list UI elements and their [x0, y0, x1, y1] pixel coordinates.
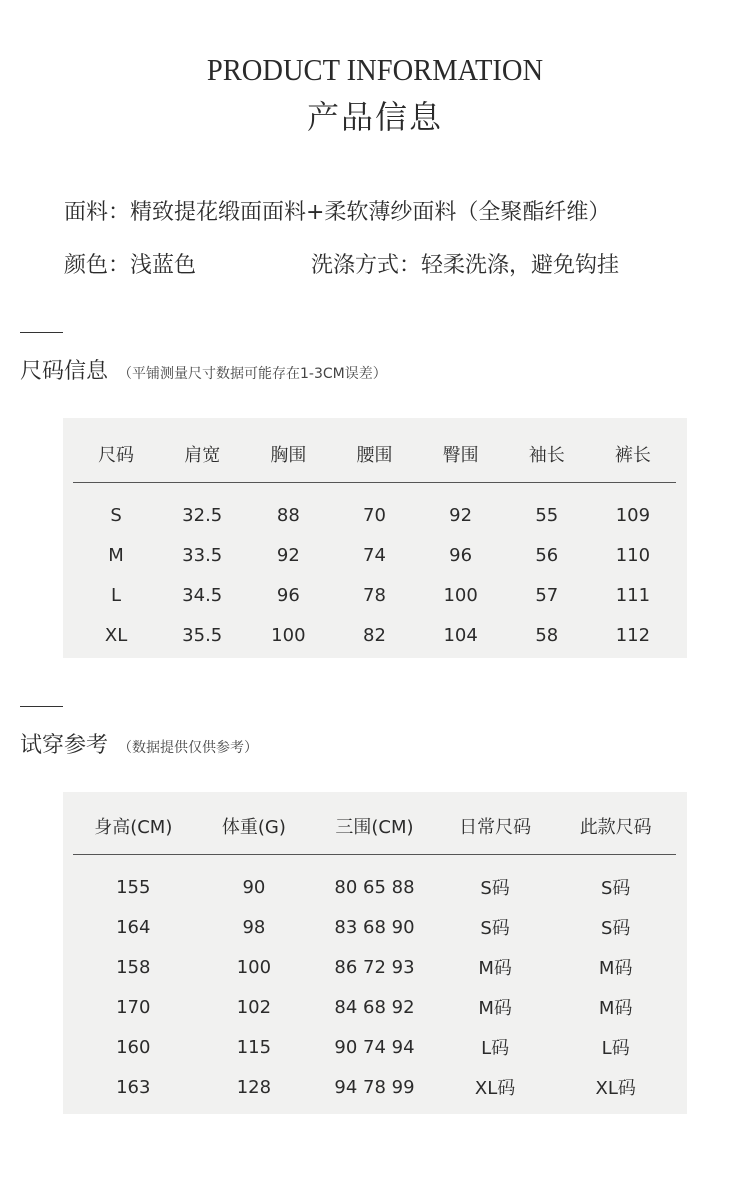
table-cell: 92: [276, 544, 300, 566]
table-cell: 104: [443, 624, 478, 646]
table-cell: 56: [535, 544, 559, 566]
table-cell: 110: [615, 544, 651, 566]
table-cell: XL: [104, 624, 128, 646]
table-cell: 80 65 88: [334, 876, 415, 898]
table-cell: S码: [600, 918, 631, 939]
table-cell: 96: [449, 544, 473, 566]
table-cell: 74: [363, 544, 386, 566]
table-cell: 170: [116, 996, 151, 1018]
table-cell: 96: [276, 584, 300, 606]
size-section-heading: [20, 354, 387, 385]
table-cell: 35.5: [182, 624, 223, 646]
table-cell: 111: [615, 584, 651, 606]
fit-table-panel: [63, 792, 687, 1114]
fit-table-header: [73, 798, 676, 855]
size-table-header: [73, 426, 676, 483]
washing-info: 洗涤方式：轻柔洗涤，避免钩挂: [311, 253, 620, 278]
table-cell: S码: [480, 918, 510, 939]
table-cell: 84 68 92: [334, 996, 415, 1018]
fit-section-heading: [20, 728, 258, 759]
table-cell: 115: [236, 1036, 272, 1058]
table-cell: 33.5: [182, 544, 223, 566]
table-cell: 90: [242, 876, 266, 898]
table-cell: 83 68 90: [334, 916, 415, 938]
table-cell: M: [108, 544, 124, 566]
column-header: 体重(G): [194, 798, 315, 855]
table-cell: S码: [480, 878, 510, 899]
table-cell: 155: [116, 876, 151, 898]
fit-section-title: 试穿参考: [20, 733, 109, 758]
size-table-panel: [63, 418, 687, 658]
table-cell: 100: [271, 624, 306, 646]
table-row: [73, 615, 676, 655]
table-cell: XL码: [595, 1078, 636, 1099]
table-cell: 112: [615, 624, 651, 646]
table-cell: 78: [363, 584, 386, 606]
table-row: [73, 495, 676, 535]
table-cell: 100: [443, 584, 478, 606]
column-header: 胸围: [245, 426, 331, 483]
fit-section-rule: [20, 706, 63, 707]
table-cell: 100: [236, 956, 272, 978]
table-cell: 102: [236, 996, 272, 1018]
table-cell: M码: [598, 958, 633, 979]
table-cell: 92: [449, 504, 473, 526]
table-cell: L码: [481, 1038, 510, 1059]
table-spacer: [73, 483, 676, 496]
table-cell: 58: [535, 624, 559, 646]
page-title-en: PRODUCT INFORMATION: [206, 52, 544, 87]
table-cell: L: [111, 584, 122, 606]
column-header: 尺码: [73, 426, 159, 483]
column-header: 三围(CM): [314, 798, 435, 855]
table-cell: XL码: [474, 1078, 516, 1099]
column-header: 臀围: [418, 426, 504, 483]
table-cell: 86 72 93: [334, 956, 415, 978]
column-header: 此款尺码: [555, 798, 676, 855]
table-row: [73, 907, 676, 947]
table-cell: 32.5: [182, 504, 223, 526]
column-header: 肩宽: [159, 426, 245, 483]
size-section-title: 尺码信息: [20, 359, 109, 384]
table-cell: 158: [116, 956, 151, 978]
table-row: [73, 1067, 676, 1107]
table-row: [73, 535, 676, 575]
table-row: [73, 947, 676, 987]
column-header: 裤长: [590, 426, 676, 483]
table-cell: S码: [600, 878, 631, 899]
table-row: [73, 575, 676, 615]
table-cell: S: [110, 504, 122, 526]
table-row: [73, 867, 676, 907]
table-cell: 55: [535, 504, 559, 526]
table-spacer: [73, 855, 676, 868]
table-cell: 98: [242, 916, 266, 938]
table-cell: 160: [116, 1036, 151, 1058]
table-cell: M码: [478, 998, 512, 1019]
table-cell: L码: [601, 1038, 630, 1059]
table-cell: 82: [363, 624, 386, 646]
column-header: 日常尺码: [435, 798, 556, 855]
fit-table: [73, 798, 676, 1107]
table-row: [73, 1027, 676, 1067]
table-cell: 94 78 99: [334, 1076, 415, 1098]
table-row: [73, 987, 676, 1027]
fit-section-note: （数据提供仅供参考）: [118, 740, 259, 756]
column-header: 腰围: [331, 426, 417, 483]
table-cell: 90 74 94: [334, 1036, 415, 1058]
table-cell: M码: [598, 998, 633, 1019]
fabric-info: 面料：精致提花缎面面料+柔软薄纱面料（全聚酯纤维）: [64, 200, 611, 225]
page-title-cn: 产品信息: [306, 98, 443, 136]
table-cell: 163: [116, 1076, 151, 1098]
table-cell: 109: [615, 504, 651, 526]
size-section-note: （平铺测量尺寸数据可能存在1-3CM误差）: [118, 366, 387, 382]
table-cell: 88: [276, 504, 300, 526]
table-cell: 70: [363, 504, 386, 526]
column-header: 身高(CM): [73, 798, 194, 855]
column-header: 袖长: [504, 426, 590, 483]
size-table: [73, 426, 676, 655]
table-cell: M码: [478, 958, 512, 979]
color-info: 颜色：浅蓝色: [64, 253, 197, 278]
table-cell: 57: [535, 584, 559, 606]
table-cell: 128: [236, 1076, 272, 1098]
table-cell: 34.5: [182, 584, 223, 606]
table-cell: 164: [116, 916, 151, 938]
size-section-rule: [20, 332, 63, 333]
